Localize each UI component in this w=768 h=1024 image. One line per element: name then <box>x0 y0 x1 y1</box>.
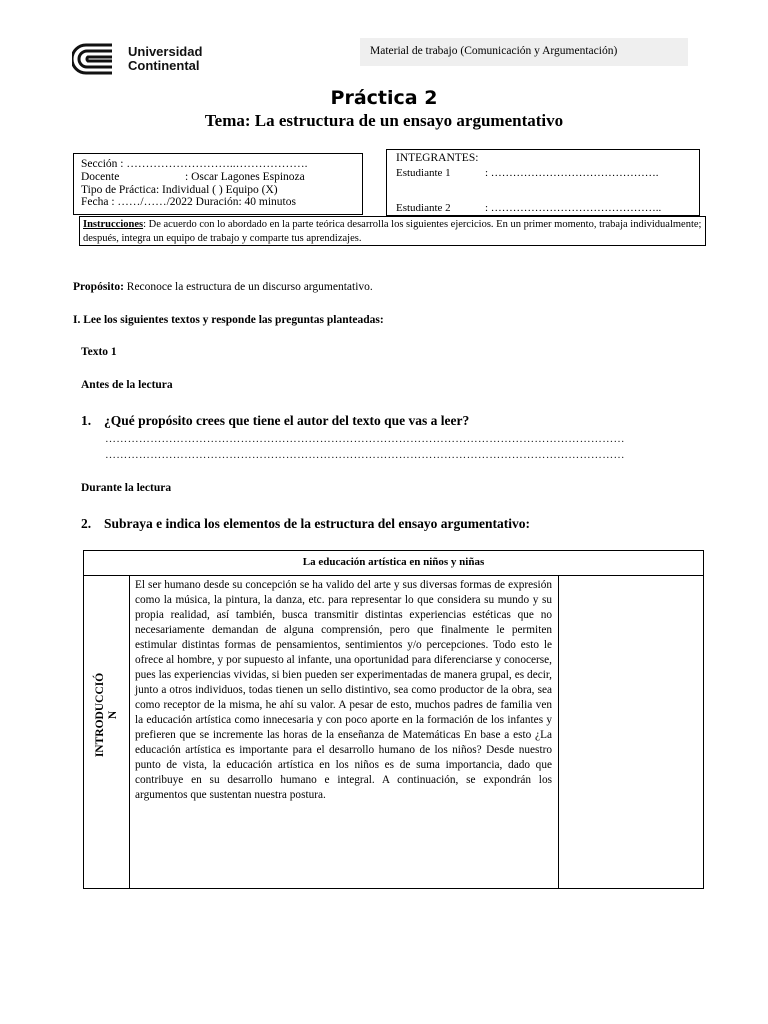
student2-row <box>396 202 662 214</box>
fecha-duracion: Fecha : ……/……/2022 Duración: 40 minutos <box>81 196 296 208</box>
section-heading: I. Lee los siguientes textos y responde las preguntas planteadas: <box>73 314 384 326</box>
docente-row <box>81 171 305 183</box>
page-title: Práctica 2 <box>330 87 438 109</box>
student2-label: Estudiante 2 <box>396 202 451 214</box>
antes-heading: Antes de la lectura <box>81 379 173 391</box>
material-label: Material de trabajo (Comunicación y Argumentación) <box>370 45 618 57</box>
purpose-line <box>73 281 373 293</box>
instructions-label: Instrucciones <box>83 219 144 230</box>
question-2 <box>81 516 530 532</box>
student1-label: Estudiante 1 <box>396 167 451 179</box>
student2-value: : ……………………………………….. <box>485 202 662 214</box>
question-2-number: 2. <box>81 516 92 531</box>
essay-text: El ser humano desde su concepción se ha valido del arte y sus diversas formas de expresión como la música, la pintura, la danza, etc. para representar lo que considera su mundo y su propia realidad, así también, busca transmitir distintas experiencias estéticas que no necesariamente demandan de alguna comprensión, pero que finalmente le permiten estimular distintas formas de pensamientos, sentimientos y/o percepciones. Todo esto le ofrece al hombre, y por supuesto al infante, una oportunidad para diferenciarse y conocerse, pues las experiencias vividas, si bien pueden ser experimentadas de manera grupal, es decir, junto a otros individuos, todas tienen un sello distintivo, sea como productor de la obra, sea como receptor de la misma, he ahí su valor. A pesar de esto, muchos padres de familia ven la educación artística como innecesaria y con poco aporte en la formación de los infantes y prefieren que se incremente las horas de la enseñanza de Matemáticas En base a esto ¿La educación artística es importante para el desarrollo humano de los niños? Desde nuestro punto de vista, la educación artística en los niños es de suma importancia, dado que contribuye en su desarrollo humano e integral. A continuación, se expondrán los argumentos que sustentan nuestra postura. <box>135 579 552 801</box>
section-label <box>94 665 120 765</box>
logo-text <box>128 45 202 73</box>
section-label-line-2: N <box>107 710 119 720</box>
instructions-box <box>79 216 706 246</box>
student1-value: : ………………………………………. <box>485 167 659 179</box>
docente-value: : Oscar Lagones Espinoza <box>185 171 305 183</box>
question-1 <box>81 413 470 429</box>
question-2-text: Subraya e indica los elementos de la estructura del ensayo argumentativo: <box>104 516 530 531</box>
answer-cell[interactable] <box>559 575 703 888</box>
page-subtitle: Tema: La estructura de un ensayo argumentativo <box>204 111 564 130</box>
info-box-left <box>73 153 363 215</box>
logo-line-1: Universidad <box>128 44 203 59</box>
durante-heading: Durante la lectura <box>81 482 172 494</box>
essay-table <box>83 550 704 889</box>
logo-line-2: Continental <box>128 58 200 73</box>
section-label-cell <box>84 575 130 888</box>
logo-mark-icon <box>72 42 118 76</box>
purpose-label: Propósito: <box>73 281 124 293</box>
section-label-line-1: INTRODUCCIÓ <box>94 672 106 758</box>
instructions-text: : De acuerdo con lo abordado en la parte teórica desarrolla los siguientes ejercicios. En un primer momento, trabaja individualmente; después, integra un equipo de trabajo y comparte tus aprendizajes. <box>83 219 702 244</box>
answer-line-2: ………………………………………………………………………………………………………………………… <box>105 449 625 461</box>
question-1-text: ¿Qué propósito crees que tiene el autor del texto que vas a leer? <box>104 413 470 428</box>
essay-cell <box>130 575 559 888</box>
integrantes-heading: INTEGRANTES: <box>396 152 479 164</box>
docente-label: Docente <box>81 171 120 183</box>
seccion-field: Sección : ………………………..………………. <box>81 158 308 170</box>
question-1-number: 1. <box>81 413 92 428</box>
texto-label: Texto 1 <box>81 346 117 358</box>
purpose-text: Reconoce la estructura de un discurso argumentativo. <box>123 281 373 293</box>
answer-line-1: ………………………………………………………………………………………………………………………… <box>105 433 625 445</box>
table-heading: La educación artística en niños y niñas <box>84 551 703 576</box>
info-box-right <box>386 149 700 216</box>
tipo-practica: Tipo de Práctica: Individual ( ) Equipo (X) <box>81 184 278 196</box>
student1-row <box>396 167 659 179</box>
university-logo <box>72 42 202 78</box>
material-header <box>360 38 688 66</box>
